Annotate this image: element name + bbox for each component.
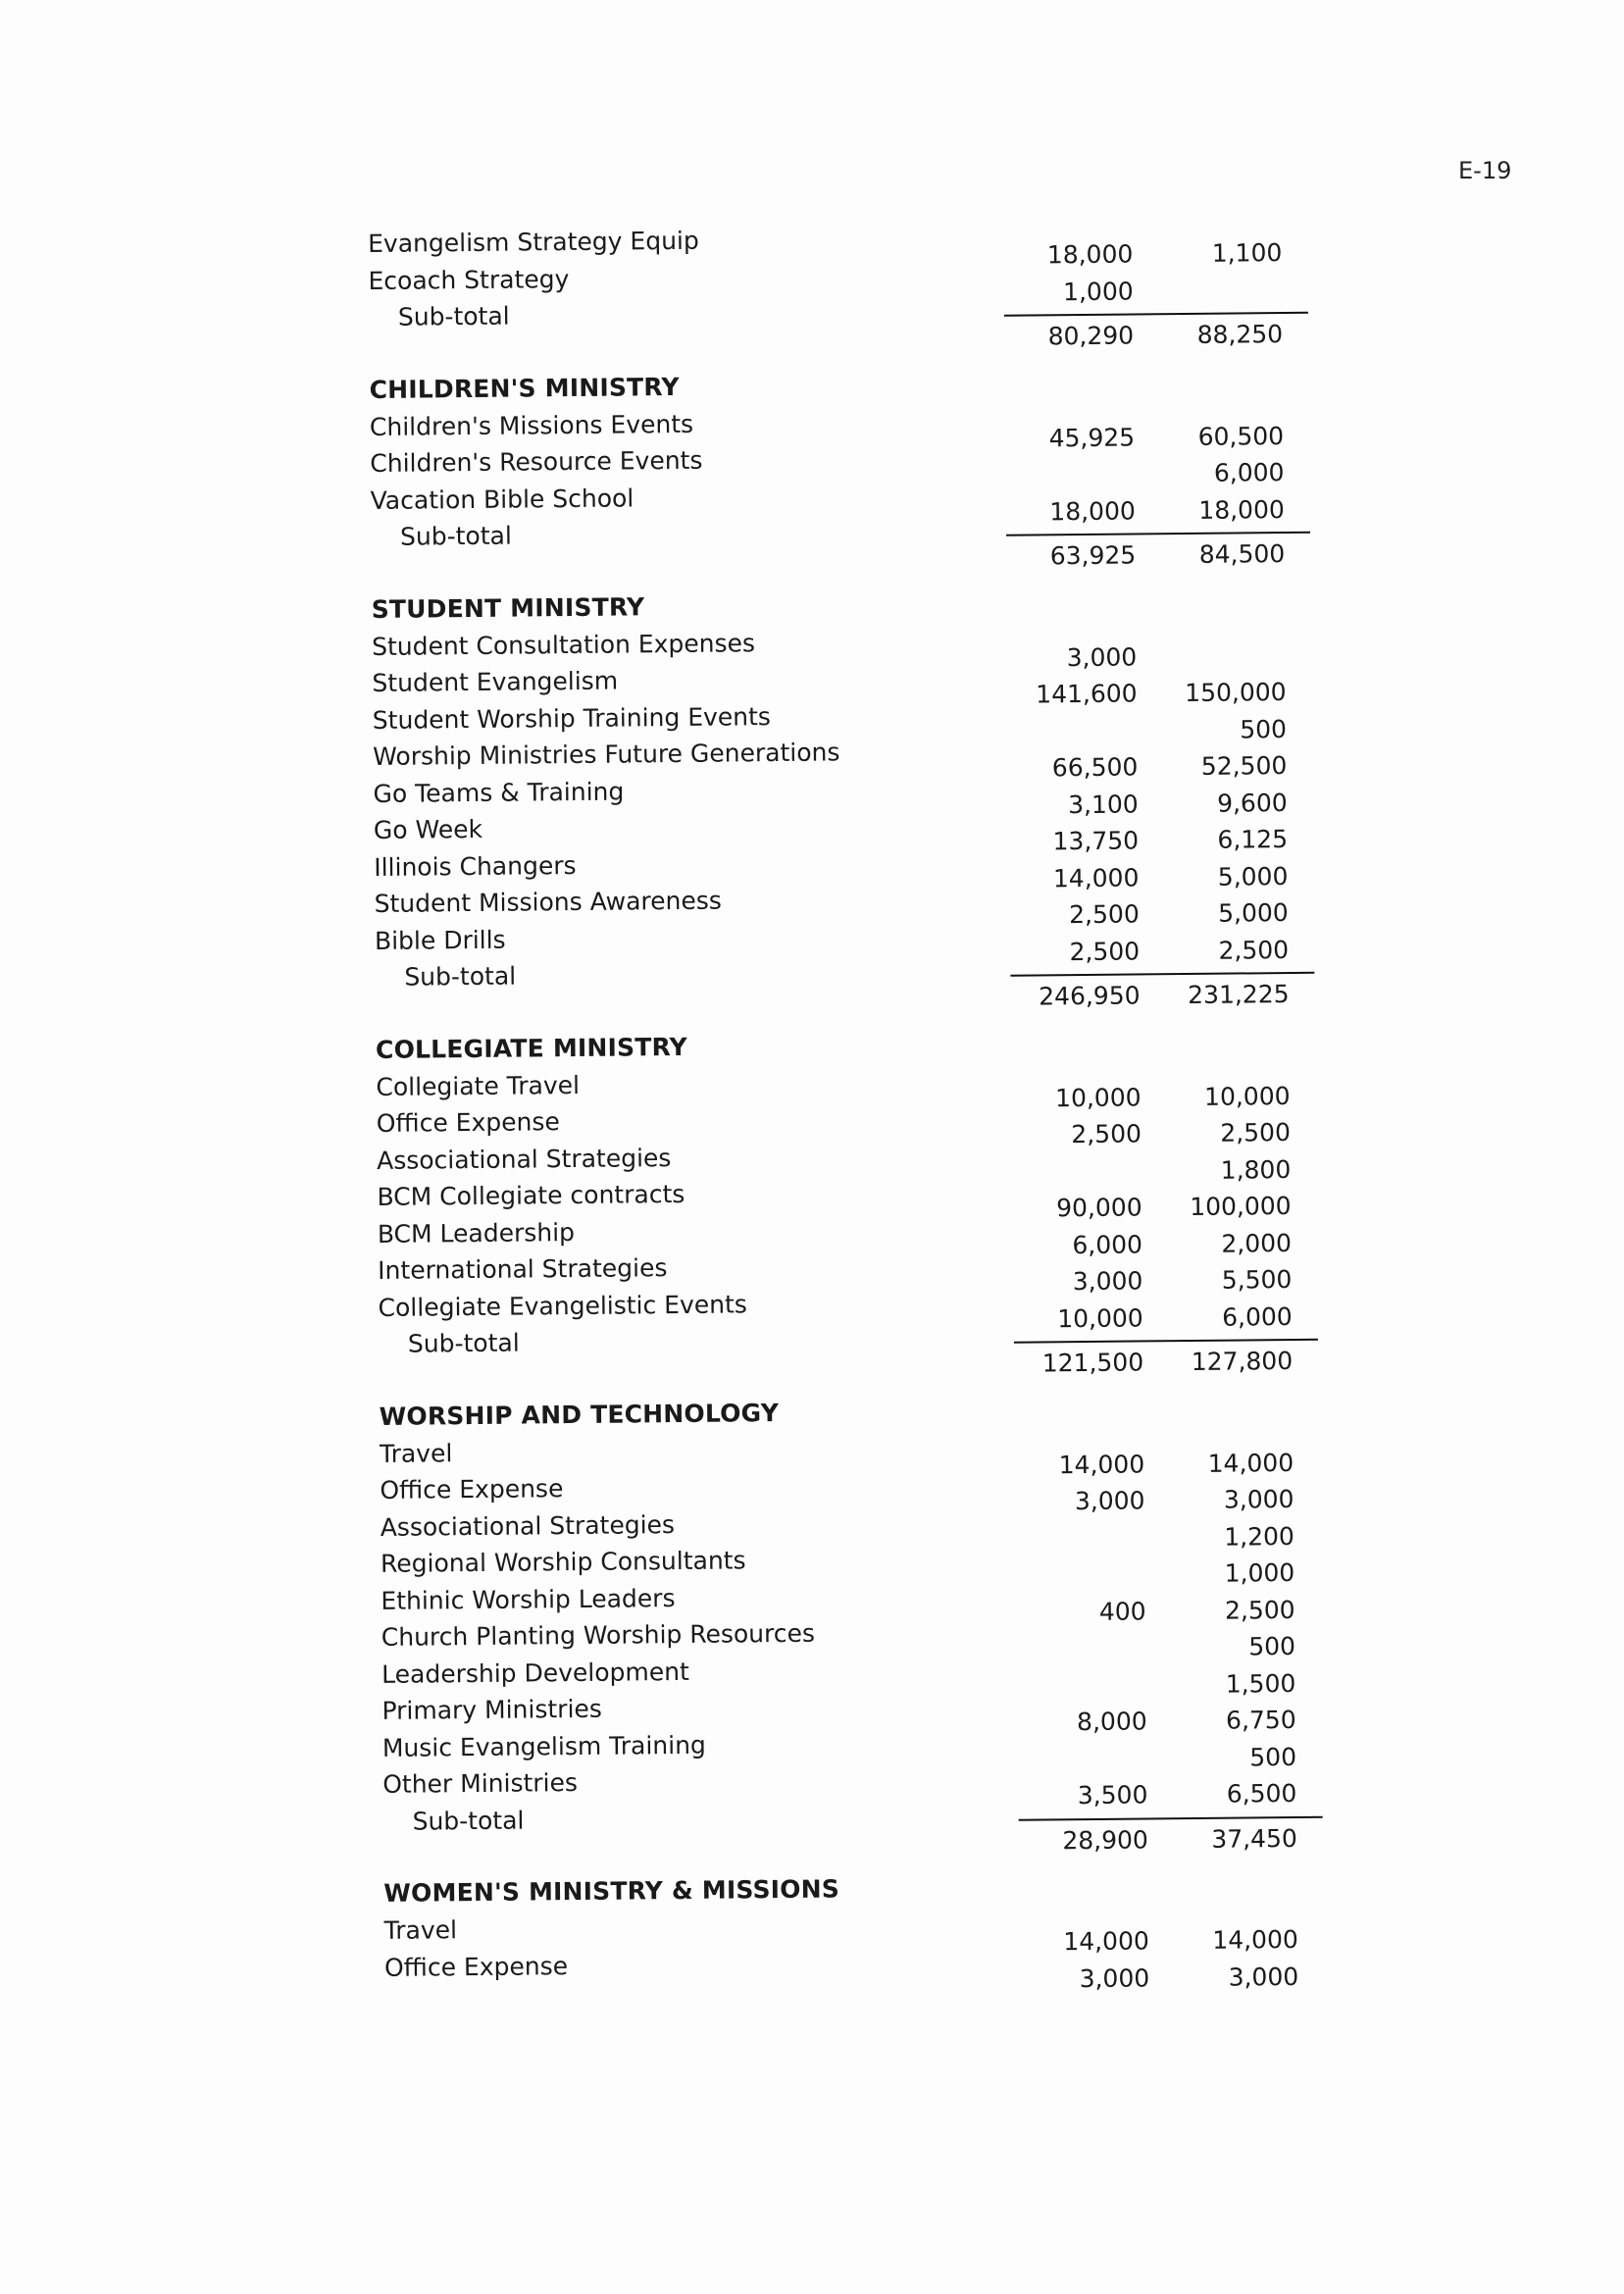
line-item-label: Student Evangelism [372, 666, 619, 697]
line-item-label: Children's Resource Events [370, 445, 703, 478]
amount-col-2: 14,000 [1212, 1924, 1298, 1955]
amount-col-2: 150,000 [1185, 678, 1287, 708]
amount-col-1: 3,000 [1066, 641, 1138, 672]
line-item-label: International Strategies [378, 1253, 668, 1285]
amount-col-2: 3,000 [1228, 1962, 1299, 1992]
amount-col-1: 3,000 [1079, 1963, 1150, 1993]
section-title: STUDENT MINISTRY [371, 591, 645, 624]
line-item-row [383, 1940, 1326, 1993]
amount-col-1: 3,500 [1077, 1780, 1148, 1810]
line-item-label: Associational Strategies [380, 1509, 676, 1542]
line-item-label: Worship Ministries Future Generations [373, 738, 840, 771]
page-number: E-19 [1458, 157, 1512, 184]
budget-section [379, 1389, 1324, 1855]
line-item-label: Vacation Bible School [370, 483, 634, 515]
subtotal-label: Sub-total [399, 521, 512, 551]
section-title: COLLEGIATE MINISTRY [375, 1032, 688, 1064]
section-title: WOMEN'S MINISTRY & MISSIONS [383, 1874, 840, 1908]
amount-col-2: 10,000 [1203, 1081, 1291, 1111]
amount-col-2: 1,200 [1224, 1521, 1295, 1552]
amount-col-1: 10,000 [1054, 1082, 1142, 1112]
amount-col-2: 1,800 [1220, 1154, 1292, 1185]
amount-col-1: 13,750 [1052, 826, 1140, 856]
amount-col-2: 6,500 [1226, 1778, 1297, 1809]
section-title: WORSHIP AND TECHNOLOGY [379, 1398, 780, 1431]
amount-col-1: 2,500 [1069, 899, 1140, 930]
amount-col-2: 500 [1240, 714, 1288, 743]
amount-col-2: 1,500 [1225, 1668, 1296, 1699]
amount-col-2: 2,500 [1224, 1595, 1295, 1625]
amount-col-1: 18,000 [1046, 239, 1134, 270]
line-item-label: Other Ministries [382, 1768, 579, 1799]
line-item-label: Illinois Changers [374, 850, 577, 882]
amount-col-2: 6,000 [1213, 458, 1285, 487]
amount-col-1: 10,000 [1057, 1302, 1143, 1333]
amount-col-2: 52,500 [1200, 751, 1288, 781]
amount-col-2: 1,100 [1211, 238, 1283, 268]
amount-col-1: 141,600 [1036, 679, 1138, 709]
subtotal-label: Sub-total [412, 1806, 525, 1836]
amount-col-1: 80,290 [1047, 321, 1135, 351]
amount-col-1: 3,000 [1074, 1486, 1145, 1516]
budget-section [371, 582, 1317, 1011]
amount-col-2: 127,800 [1191, 1347, 1294, 1376]
amount-col-2: 6,750 [1225, 1705, 1296, 1735]
budget-section [369, 362, 1312, 571]
amount-col-1: 121,500 [1041, 1348, 1144, 1378]
amount-col-1: 3,000 [1072, 1266, 1143, 1297]
amount-col-2: 37,450 [1211, 1823, 1297, 1854]
line-item-label: Leadership Development [381, 1657, 689, 1689]
subtotal-row [371, 510, 1312, 571]
line-item-label: Associational Strategies [377, 1143, 672, 1175]
line-item-label: Evangelism Strategy Equip [368, 226, 699, 258]
amount-col-2: 500 [1249, 1742, 1297, 1771]
line-item-label: Primary Ministries [381, 1694, 602, 1725]
amount-col-1: 66,500 [1051, 752, 1139, 783]
amount-col-1: 6,000 [1072, 1229, 1143, 1259]
amount-col-2: 5,000 [1217, 861, 1289, 892]
amount-col-2: 231,225 [1188, 980, 1290, 1010]
amount-col-2: 3,000 [1223, 1484, 1294, 1514]
amount-col-2: 6,125 [1217, 825, 1289, 854]
amount-col-1: 63,925 [1049, 540, 1137, 571]
line-item-label: Go Teams & Training [373, 777, 625, 808]
amount-col-2: 5,500 [1221, 1265, 1293, 1295]
line-item-label: Church Planting Worship Resources [381, 1618, 816, 1652]
line-item-label: Go Week [373, 814, 483, 844]
line-item-label: Children's Missions Events [369, 409, 694, 441]
line-item-label: Student Missions Awareness [374, 886, 722, 918]
amount-col-2: 500 [1248, 1631, 1296, 1661]
amount-col-1: 28,900 [1062, 1824, 1148, 1855]
line-item-label: Student Consultation Expenses [371, 628, 756, 661]
amount-col-1: 8,000 [1076, 1707, 1147, 1737]
amount-col-2: 18,000 [1198, 494, 1285, 525]
amount-col-1: 18,000 [1049, 495, 1136, 526]
amount-col-2: 2,500 [1220, 1118, 1292, 1147]
amount-col-1: 14,000 [1052, 862, 1140, 892]
amount-col-2: 88,250 [1196, 320, 1284, 349]
line-item-label: Collegiate Evangelistic Events [378, 1289, 748, 1322]
amount-col-2: 6,000 [1222, 1301, 1293, 1332]
subtotal-row [375, 950, 1316, 1011]
subtotal-label: Sub-total [407, 1328, 520, 1358]
amount-col-1: 3,100 [1067, 789, 1139, 819]
amount-col-1: 1,000 [1062, 277, 1134, 306]
line-item-label: Travel [383, 1915, 458, 1945]
amount-col-2: 5,000 [1218, 898, 1289, 928]
line-item-label: BCM Leadership [377, 1217, 576, 1249]
continued-section [368, 217, 1310, 351]
section-title: CHILDREN'S MINISTRY [369, 372, 680, 404]
line-item-label: Regional Worship Consultants [380, 1546, 746, 1578]
amount-col-2: 2,000 [1221, 1228, 1293, 1258]
amount-col-1: 2,500 [1069, 936, 1141, 966]
amount-col-1: 14,000 [1058, 1449, 1145, 1479]
amount-col-1: 400 [1098, 1596, 1146, 1626]
amount-col-2: 9,600 [1216, 788, 1288, 818]
line-item-label: Ecoach Strategy [368, 264, 570, 295]
line-item-label: Bible Drills [374, 925, 506, 955]
subtotal-row [382, 1794, 1324, 1855]
line-item-label: Student Worship Training Events [372, 701, 772, 735]
amount-col-2: 84,500 [1198, 539, 1286, 569]
line-item-label: Travel [379, 1438, 453, 1468]
budget-section [383, 1866, 1326, 1993]
subtotal-row [379, 1317, 1320, 1378]
budget-table [368, 217, 1327, 2021]
amount-col-2: 2,500 [1218, 935, 1290, 965]
amount-col-1: 90,000 [1056, 1193, 1142, 1223]
amount-col-2: 1,000 [1224, 1557, 1295, 1588]
line-item-label: Office Expense [376, 1107, 560, 1138]
subtotal-row [369, 290, 1310, 351]
amount-col-2: 100,000 [1190, 1192, 1292, 1221]
budget-section [375, 1022, 1320, 1378]
line-item-label: Collegiate Travel [376, 1070, 581, 1101]
subtotal-label: Sub-total [404, 961, 517, 992]
line-item-label: Office Expense [383, 1951, 569, 1982]
amount-col-2: 14,000 [1207, 1448, 1294, 1478]
amount-col-1: 2,500 [1071, 1119, 1142, 1149]
amount-col-2: 60,500 [1197, 421, 1285, 451]
line-item-label: Music Evangelism Training [381, 1730, 706, 1762]
amount-col-1: 246,950 [1039, 981, 1141, 1011]
line-item-label: Office Expense [380, 1474, 564, 1504]
amount-col-1: 14,000 [1063, 1926, 1149, 1957]
amount-col-1: 45,925 [1048, 423, 1136, 452]
line-item-label: BCM Collegiate contracts [377, 1179, 685, 1211]
subtotal-label: Sub-total [397, 301, 510, 331]
line-item-label: Ethinic Worship Leaders [381, 1583, 676, 1615]
